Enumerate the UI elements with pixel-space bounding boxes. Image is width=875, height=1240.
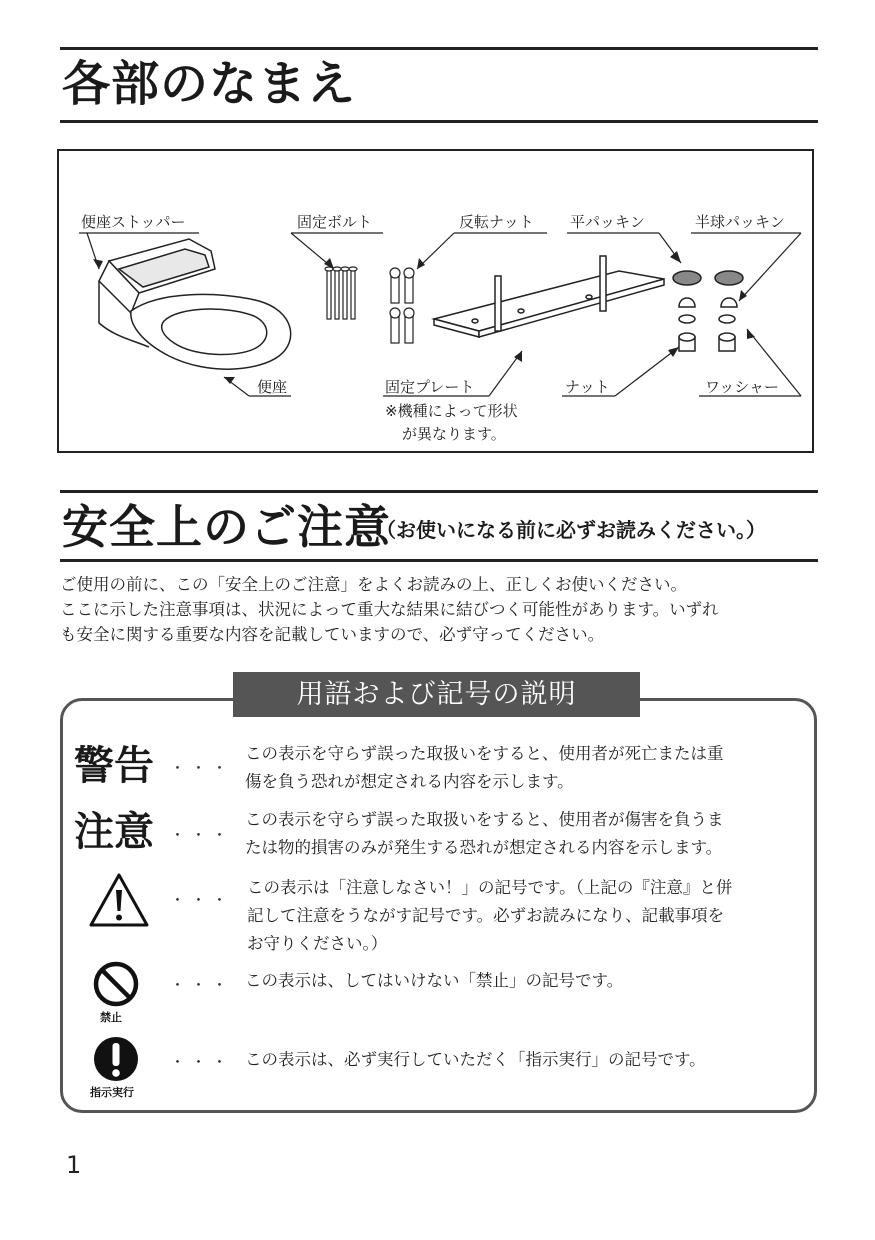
page-title: 各部のなまえ <box>62 56 357 112</box>
label-hemispherical-packing: 半球パッキン <box>695 213 785 231</box>
warning-word: 警告 <box>74 743 154 789</box>
label-washer: ワッシャー <box>705 378 779 396</box>
section-heading-safety <box>60 490 818 562</box>
dots: ・・・ <box>170 826 234 844</box>
attention-description <box>247 874 807 958</box>
label-toilet-seat: 便座 <box>257 378 288 396</box>
parts-diagram <box>57 149 814 453</box>
shape-note-line1: ※機種によって形状 <box>385 402 518 420</box>
attention-desc-line: この表示は「注意しなさい！」の記号です。（上記の『注意』と併 <box>247 878 733 897</box>
instruction-label: 指示実行 <box>90 1086 134 1099</box>
safety-title: 安全上のご注意 <box>62 500 391 554</box>
warning-triangle-icon <box>88 872 150 928</box>
prohibition-description <box>245 967 805 995</box>
label-nut: ナット <box>565 378 610 396</box>
page-number: 1 <box>66 1151 82 1179</box>
instruction-description <box>245 1046 805 1074</box>
dots: ・・・ <box>170 1053 234 1071</box>
section-heading-parts <box>60 47 818 123</box>
warning-desc-line: 傷を負う恐れが想定される内容を示します。 <box>245 772 574 791</box>
dots: ・・・ <box>170 976 234 994</box>
intro-line: ここに示した注意事項は、状況によって重大な結果に結びつく可能性があります。いずれ <box>60 600 719 619</box>
prohibition-label: 禁止 <box>100 1011 122 1024</box>
intro-line: も安全に関する重要な内容を記載していますので、必ず守ってください。 <box>60 625 605 644</box>
exclamation-circle-icon <box>92 1035 140 1083</box>
attention-desc-line: お守りください。） <box>247 934 388 953</box>
label-flat-packing: 平パッキン <box>570 213 645 231</box>
dots: ・・・ <box>170 759 234 777</box>
caution-word: 注意 <box>74 809 154 855</box>
attention-desc-line: 記して注意をうながす記号です。必ずお読みになり、記載事項を <box>247 906 725 925</box>
dots: ・・・ <box>170 891 234 909</box>
label-fixing-bolt: 固定ボルト <box>297 213 373 231</box>
caution-desc-line: この表示を守らず誤った取扱いをすると、使用者が傷害を負うま <box>245 810 724 829</box>
prohibition-icon <box>92 960 140 1008</box>
terms-box-title: 用語および記号の説明 <box>233 672 640 717</box>
caution-description <box>245 806 805 862</box>
warning-desc-line: この表示を守らず誤った取扱いをすると、使用者が死亡または重 <box>245 744 724 763</box>
caution-desc-line: たは物的損害のみが発生する恐れが想定される内容を示します。 <box>245 838 723 857</box>
label-reverse-nut: 反転ナット <box>459 213 534 231</box>
prohibition-desc-line: この表示は、してはいけない「禁止」の記号です。 <box>245 971 624 990</box>
instruction-desc-line: この表示は、必ず実行していただく「指示実行」の記号です。 <box>245 1050 706 1069</box>
label-seat-stopper: 便座ストッパー <box>81 213 186 231</box>
safety-intro <box>60 572 830 647</box>
safety-subtitle: （お使いになる前に必ずお読みください。） <box>376 518 766 542</box>
intro-line: ご使用の前に、この「安全上のご注意」をよくお読みの上、正しくお使いください。 <box>60 575 687 594</box>
shape-note-line2: が異なります。 <box>402 425 506 443</box>
label-fixing-plate: 固定プレート <box>385 378 475 396</box>
warning-description <box>245 740 805 796</box>
